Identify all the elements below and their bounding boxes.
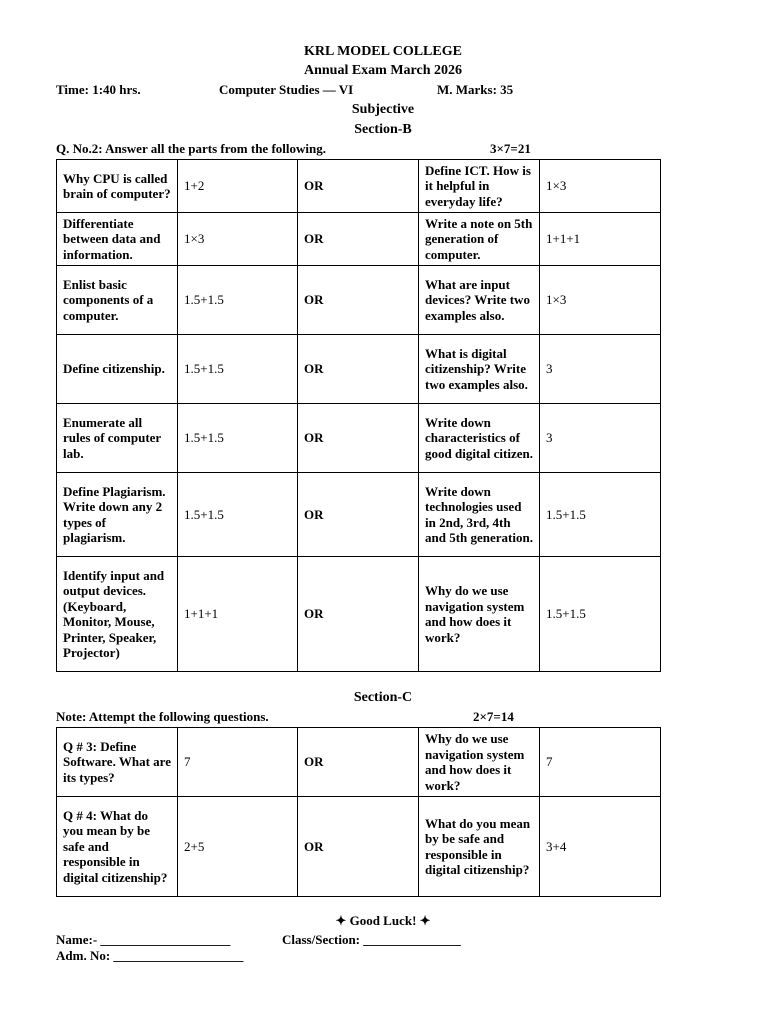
question-row [57, 797, 661, 897]
question-text: Why CPU is called brain of computer? [57, 160, 178, 213]
section-b-table [56, 159, 661, 672]
alternate-question-marks: 1.5+1.5 [540, 557, 661, 672]
question-row [57, 404, 661, 473]
question-marks: 2+5 [178, 797, 298, 897]
section-b-instruction: Q. No.2: Answer all the parts from the following. [56, 141, 326, 156]
or-label: OR [298, 213, 419, 266]
question-row [57, 557, 661, 672]
question-text: Enlist basic components of a computer. [57, 266, 178, 335]
alternate-question-text: What is digital citizenship? Write two examples also. [419, 335, 540, 404]
section-c-marks: 2×7=14 [473, 709, 514, 724]
or-label: OR [298, 728, 419, 797]
question-row [57, 213, 661, 266]
question-marks: 1.5+1.5 [178, 335, 298, 404]
alternate-question-text: Define ICT. How is it helpful in everyday life? [419, 160, 540, 213]
section-c-instruction: Note: Attempt the following questions. [56, 709, 269, 724]
or-label: OR [298, 473, 419, 557]
or-label: OR [298, 266, 419, 335]
paper-type: Subjective [351, 102, 415, 117]
question-row [57, 160, 661, 213]
alternate-question-marks: 1.5+1.5 [540, 473, 661, 557]
alternate-question-text: Write a note on 5th generation of computer. [419, 213, 540, 266]
section-b-marks: 3×7=21 [490, 141, 531, 156]
question-text: Define citizenship. [57, 335, 178, 404]
exam-title: Annual Exam March 2026 [303, 63, 463, 78]
question-text: Enumerate all rules of computer lab. [57, 404, 178, 473]
alternate-question-marks: 1+1+1 [540, 213, 661, 266]
question-marks: 1+1+1 [178, 557, 298, 672]
question-text: Identify input and output devices. (Keyboard, Monitor, Mouse, Printer, Speaker, Projector) [57, 557, 178, 672]
or-label: OR [298, 335, 419, 404]
class-section-field: Class/Section: _______________ [282, 932, 461, 947]
adm-no-field: Adm. No: ____________________ [56, 948, 244, 963]
question-row [57, 473, 661, 557]
alternate-question-marks: 7 [540, 728, 661, 797]
alternate-question-text: Why do we use navigation system and how does it work? [419, 728, 540, 797]
alternate-question-text: What are input devices? Write two examples also. [419, 266, 540, 335]
question-row [57, 335, 661, 404]
time-label: Time: 1:40 hrs. [56, 82, 141, 97]
question-text: Differentiate between data and information. [57, 213, 178, 266]
question-row [57, 728, 661, 797]
subject-label: Computer Studies — VI [219, 82, 354, 97]
alternate-question-marks: 3 [540, 335, 661, 404]
or-label: OR [298, 557, 419, 672]
alternate-question-marks: 3 [540, 404, 661, 473]
question-marks: 1.5+1.5 [178, 404, 298, 473]
alternate-question-text: Write down characteristics of good digital citizen. [419, 404, 540, 473]
question-row [57, 266, 661, 335]
or-label: OR [298, 797, 419, 897]
or-label: OR [298, 404, 419, 473]
alternate-question-marks: 1×3 [540, 266, 661, 335]
question-text: Q # 4: What do you mean by be safe and responsible in digital citizenship? [57, 797, 178, 897]
question-marks: 1×3 [178, 213, 298, 266]
max-marks-label: M. Marks: 35 [437, 82, 514, 97]
or-label: OR [298, 160, 419, 213]
question-marks: 1+2 [178, 160, 298, 213]
question-text: Q # 3: Define Software. What are its types? [57, 728, 178, 797]
question-text: Define Plagiarism. Write down any 2 types of plagiarism. [57, 473, 178, 557]
section-c-table [56, 727, 661, 897]
name-field: Name:- ____________________ [56, 932, 231, 947]
alternate-question-text: Why do we use navigation system and how does it work? [419, 557, 540, 672]
alternate-question-text: What do you mean by be safe and responsible in digital citizenship? [419, 797, 540, 897]
alternate-question-marks: 3+4 [540, 797, 661, 897]
alternate-question-marks: 1×3 [540, 160, 661, 213]
question-marks: 7 [178, 728, 298, 797]
college-name: KRL MODEL COLLEGE [304, 44, 462, 59]
alternate-question-text: Write down technologies used in 2nd, 3rd, 4th and 5th generation. [419, 473, 540, 557]
section-b-title: Section-B [354, 122, 412, 137]
question-marks: 1.5+1.5 [178, 473, 298, 557]
section-c-title: Section-C [353, 690, 413, 705]
good-luck-line: ✦ Good Luck! ✦ [335, 913, 431, 928]
question-marks: 1.5+1.5 [178, 266, 298, 335]
